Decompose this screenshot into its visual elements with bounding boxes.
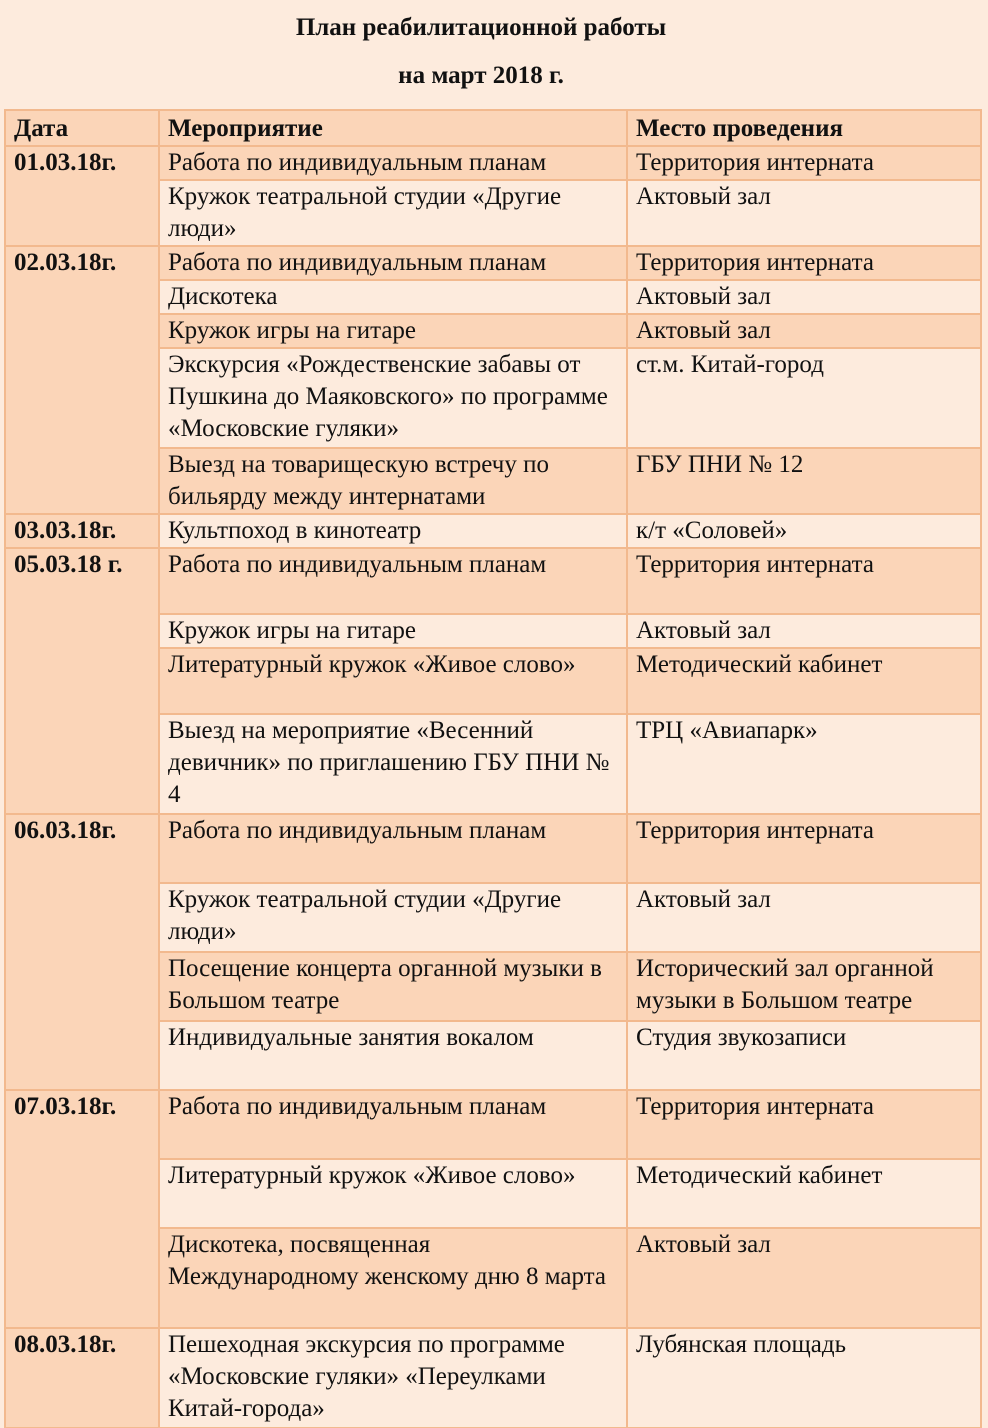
- date-cell: 08.03.18г.: [5, 1328, 159, 1428]
- table-row: [5, 814, 981, 883]
- place-cell: Территория интерната: [627, 146, 981, 180]
- place-cell: Территория интерната: [627, 548, 981, 614]
- place-cell: к/т «Соловей»: [627, 514, 981, 548]
- place-cell: Студия звукозаписи: [627, 1021, 981, 1090]
- schedule-body: [5, 146, 981, 1428]
- date-cell: 02.03.18г.: [5, 246, 159, 514]
- event-cell: Культпоход в кинотеатр: [159, 514, 627, 548]
- event-cell: Дискотека: [159, 280, 627, 314]
- place-cell: Актовый зал: [627, 180, 981, 246]
- date-cell: 05.03.18 г.: [5, 548, 159, 814]
- date-cell: 07.03.18г.: [5, 1090, 159, 1328]
- event-cell: Кружок игры на гитаре: [159, 314, 627, 348]
- place-cell: Актовый зал: [627, 883, 981, 952]
- place-cell: Методический кабинет: [627, 1159, 981, 1228]
- place-cell: Актовый зал: [627, 1228, 981, 1328]
- place-cell: Актовый зал: [627, 314, 981, 348]
- date-cell: 03.03.18г.: [5, 514, 159, 548]
- event-cell: Экскурсия «Рождественские забавы от Пушкина до Маяковского» по программе «Московские гуляки»: [159, 348, 627, 448]
- place-cell: Территория интерната: [627, 1090, 981, 1159]
- event-cell: Кружок театральной студии «Другие люди»: [159, 883, 627, 952]
- event-cell: Индивидуальные занятия вокалом: [159, 1021, 627, 1090]
- table-row: [5, 1328, 981, 1428]
- event-cell: Посещение концерта органной музыки в Большом театре: [159, 952, 627, 1021]
- place-cell: Территория интерната: [627, 814, 981, 883]
- column-header-event: Мероприятие: [159, 110, 627, 146]
- place-cell: Исторический зал органной музыки в Большом театре: [627, 952, 981, 1021]
- place-cell: ст.м. Китай-город: [627, 348, 981, 448]
- table-row: [5, 514, 981, 548]
- column-header-date: Дата: [5, 110, 159, 146]
- event-cell: Работа по индивидуальным планам: [159, 146, 627, 180]
- schedule-table: [4, 109, 982, 1428]
- event-cell: Работа по индивидуальным планам: [159, 246, 627, 280]
- event-cell: Работа по индивидуальным планам: [159, 548, 627, 614]
- event-cell: Работа по индивидуальным планам: [159, 1090, 627, 1159]
- place-cell: Методический кабинет: [627, 648, 981, 714]
- event-cell: Литературный кружок «Живое слово»: [159, 648, 627, 714]
- place-cell: Актовый зал: [627, 280, 981, 314]
- place-cell: Территория интерната: [627, 246, 981, 280]
- table-header-row: [5, 110, 981, 146]
- document-title: План реабилитационной работы: [295, 14, 667, 41]
- table-row: [5, 1090, 981, 1159]
- event-cell: Выезд на товарищескую встречу по бильярду между интернатами: [159, 448, 627, 514]
- event-cell: Кружок игры на гитаре: [159, 614, 627, 648]
- place-cell: ГБУ ПНИ № 12: [627, 448, 981, 514]
- place-cell: ТРЦ «Авиапарк»: [627, 714, 981, 814]
- event-cell: Выезд на мероприятие «Весенний девичник» по приглашению ГБУ ПНИ № 4: [159, 714, 627, 814]
- event-cell: Дискотека, посвященная Международному женскому дню 8 марта: [159, 1228, 627, 1328]
- date-cell: 01.03.18г.: [5, 146, 159, 246]
- table-row: [5, 146, 981, 180]
- column-header-place: Место проведения: [627, 110, 981, 146]
- date-cell: 06.03.18г.: [5, 814, 159, 1090]
- document-subtitle: на март 2018 г.: [398, 62, 564, 89]
- event-cell: Литературный кружок «Живое слово»: [159, 1159, 627, 1228]
- event-cell: Пешеходная экскурсия по программе «Московские гуляки» «Переулками Китай-города»: [159, 1328, 627, 1428]
- event-cell: Работа по индивидуальным планам: [159, 814, 627, 883]
- event-cell: Кружок театральной студии «Другие люди»: [159, 180, 627, 246]
- table-row: [5, 548, 981, 614]
- table-row: [5, 246, 981, 280]
- place-cell: Актовый зал: [627, 614, 981, 648]
- place-cell: Лубянская площадь: [627, 1328, 981, 1428]
